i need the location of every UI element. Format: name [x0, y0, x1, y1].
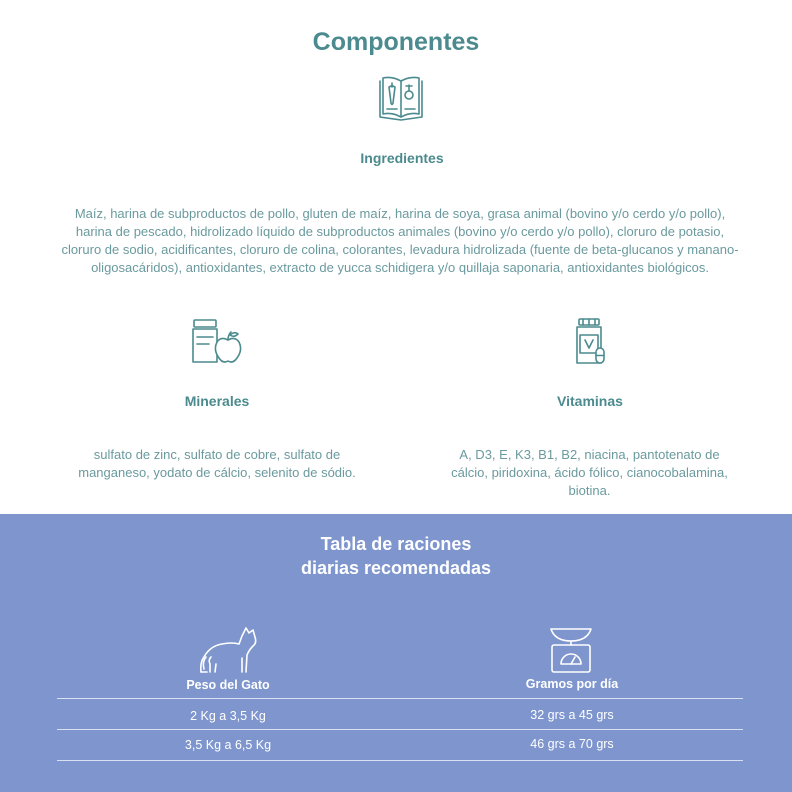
- rations-section: [0, 514, 792, 792]
- table-cell-weight: 3,5 Kg a 6,5 Kg: [184, 738, 272, 752]
- vitamins-heading: Vitaminas: [557, 393, 623, 409]
- recipe-book-icon: [376, 73, 426, 125]
- rations-title-line2: diarias recomendadas: [300, 558, 492, 578]
- rations-title: [0, 532, 792, 580]
- col-head-weight: Peso del Gato: [186, 678, 270, 692]
- page-title: Componentes: [312, 28, 480, 56]
- vitamins-text: A, D3, E, K3, B1, B2, niacina, pantotenato de cálcio, piridoxina, ácido fólico, cianocobalamina, biotina.: [451, 447, 728, 498]
- supplement-jar-apple-icon: [190, 318, 242, 366]
- ingredients-heading: Ingredientes: [360, 150, 444, 166]
- table-divider: [57, 760, 743, 761]
- cat-icon: [198, 624, 260, 674]
- col-head-grams: Gramos por día: [525, 677, 619, 691]
- rations-title-line1: Tabla de raciones: [320, 534, 472, 554]
- ingredients-text: Maíz, harina de subproductos de pollo, gluten de maíz, harina de soya, grasa animal (bovino y/o cerdo y/o pollo), harina de pescado, hidrolizado líquido de subproductos animales (bovino y/o cerdo y/o pollo), cloruro de potasio, cloruro de sodio, acidificantes, cloruro de colina, colorantes, levadura hidrolizada (fuente de beta-glucanos y manano-oligosacáridos), antioxidantes, extracto de yucca schidigera y/o quillaja saponaria, antioxidantes biológicos.: [61, 206, 739, 275]
- vitamin-bottle-icon: [570, 317, 610, 367]
- minerals-text: sulfato de zinc, sulfato de cobre, sulfato de manganeso, yodato de cálcio, selenito de sódio.: [78, 447, 356, 480]
- table-cell-grams: 46 grs a 70 grs: [530, 737, 614, 751]
- table-cell-grams: 32 grs a 45 grs: [530, 708, 614, 722]
- table-divider: [57, 698, 743, 699]
- table-cell-weight: 2 Kg a 3,5 Kg: [190, 709, 266, 723]
- kitchen-scale-icon: [548, 624, 594, 674]
- table-divider: [57, 729, 743, 730]
- minerals-heading: Minerales: [184, 393, 250, 409]
